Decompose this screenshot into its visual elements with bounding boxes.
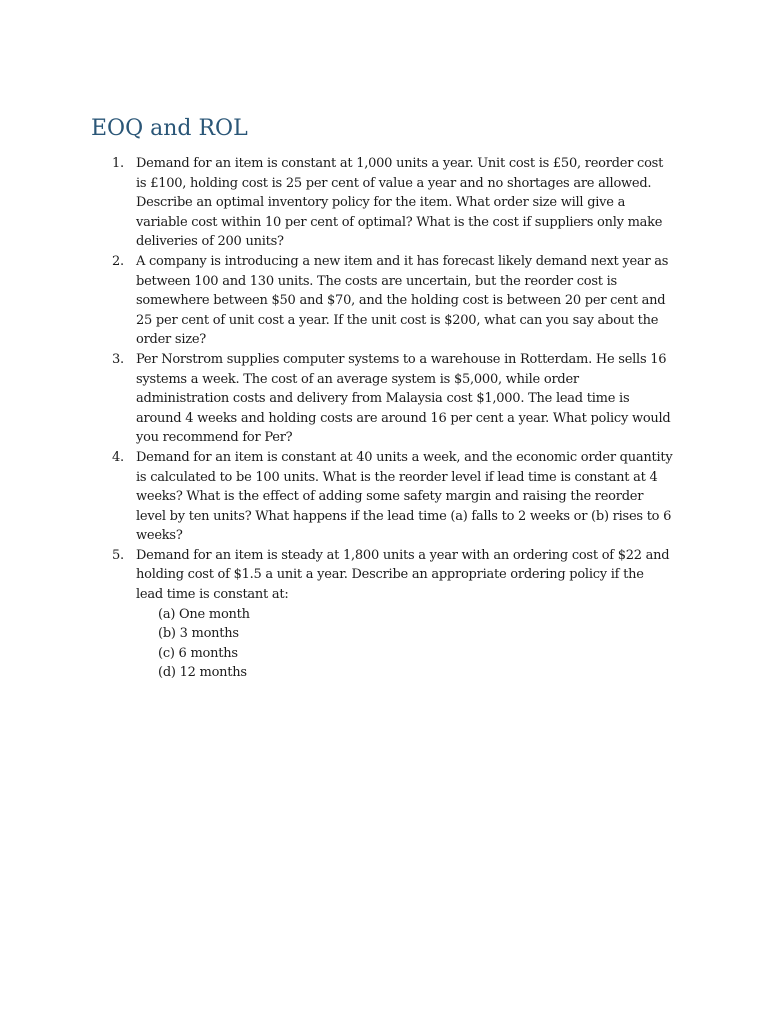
- question-number: 2.: [112, 253, 124, 269]
- question-text: Per Norstrom supplies computer systems to a warehouse in Rotterdam. He sells 16 systems a week. The cost of an average system is $5,000, while order administration costs and delivery from Malaysia cost $1,000. The lead time is around 4 weeks and holding costs are around 16 per cent a year. What policy would you recommend for Per?: [136, 351, 671, 446]
- question-item: [112, 546, 674, 683]
- question-item: [112, 350, 674, 448]
- question-item: [112, 252, 674, 350]
- question-number: 5.: [112, 547, 124, 563]
- question-text: A company is introducing a new item and it has forecast likely demand next year as between 100 and 130 units. The costs are uncertain, but the reorder cost is somewhere between $50 and $70, and the holding cost is between 20 per cent and 25 per cent of unit cost a year. If the unit cost is $200, what can you say about the order size?: [136, 253, 669, 348]
- question-text: Demand for an item is constant at 1,000 units a year. Unit cost is £50, reorder cost is £100, holding cost is 25 per cent of value a year and no shortages are allowed. Describe an optimal inventory policy for the item. What order size will give a variable cost within 10 per cent of optimal? What is the cost if suppliers only make deliveries of 200 units?: [136, 156, 664, 250]
- lead-time-option: (c) 6 months: [158, 645, 238, 661]
- page-title: EOQ and ROL: [91, 116, 248, 141]
- question-number: 3.: [112, 351, 124, 367]
- lead-time-option: (d) 12 months: [158, 665, 247, 681]
- question-number: 4.: [112, 449, 124, 465]
- question-number: 1.: [112, 156, 124, 171]
- question-item: [112, 448, 674, 546]
- lead-time-option: (a) One month: [158, 606, 250, 622]
- question-list: [112, 154, 674, 683]
- question-text: Demand for an item is steady at 1,800 units a year with an ordering cost of $22 and holding cost of $1.5 a unit a year. Describe an appropriate ordering policy if the lead time is constant at:: [136, 547, 670, 603]
- lead-time-option: (b) 3 months: [158, 626, 239, 642]
- lead-time-options: [136, 605, 674, 683]
- question-item: [112, 154, 674, 252]
- question-text: Demand for an item is constant at 40 units a week, and the economic order quantity is calculated to be 100 units. What is the reorder level if lead time is constant at 4 weeks? What is the effect of adding some safety margin and raising the reorder level by ten units? What happens if the lead time (a) falls to 2 weeks or (b) rises to 6 weeks?: [136, 449, 673, 544]
